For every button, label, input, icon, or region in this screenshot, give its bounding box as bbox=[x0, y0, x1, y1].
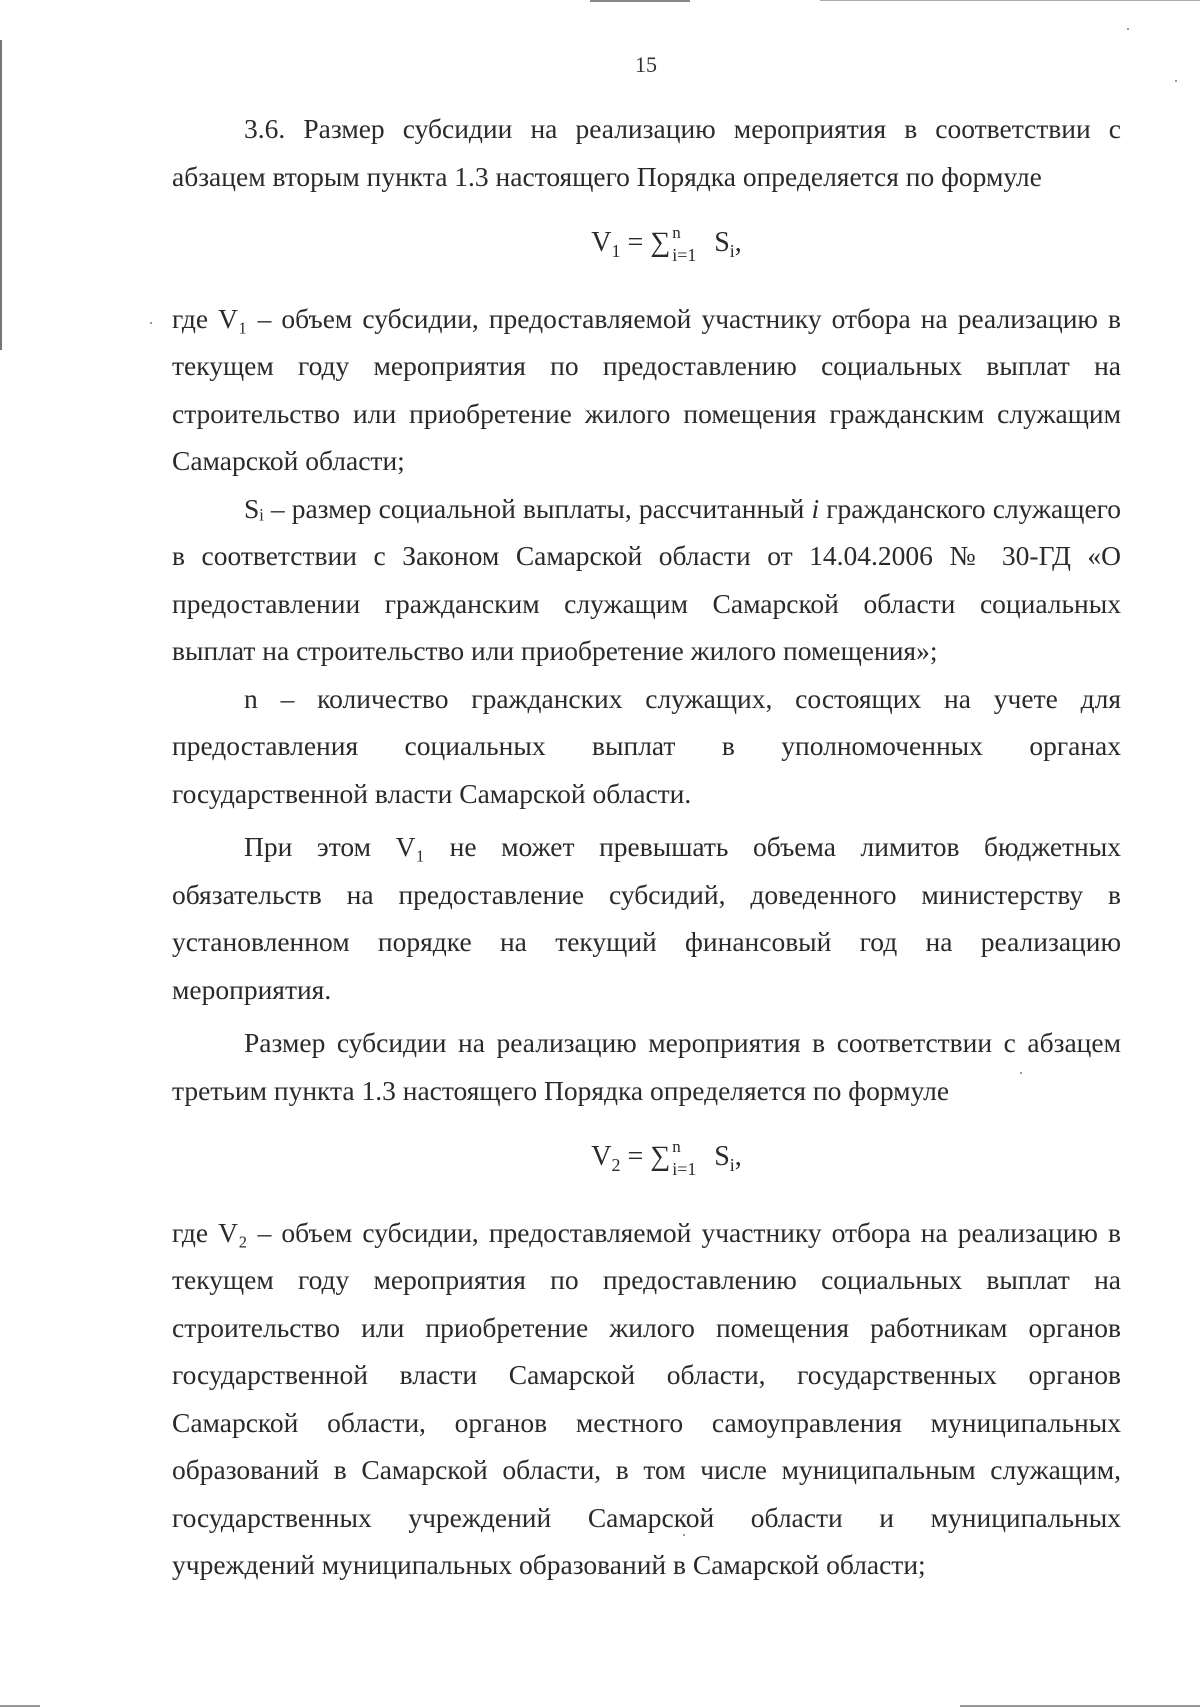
page-number: 15 bbox=[635, 52, 657, 77]
scan-speck bbox=[150, 322, 152, 324]
paragraph-3-6: 3.6. Размер субсидии на реализацию мероприятия в соответствии с абзацем вторым пункта 1.3 настоящего Порядка определяется по формуле bbox=[172, 113, 1121, 192]
definition-v2: где V₂ – объем субсидии, предоставляемой участнику отбора на реализацию в текущем году мероприятия по предоставлению социальных выплат на строительство или приобретение жилого помещения работникам органов государственной власти Самарской области, государственных органов Самарской области, органов местного самоуправления муниципальных образований в Самарской области, в том числе муниципальным служащим, государственных учреждений Самарской области и муниципальных учреждений муниципальных образований в Самарской области; bbox=[172, 1216, 1121, 1580]
scan-top-mark bbox=[590, 0, 690, 2]
document-body bbox=[172, 105, 1121, 1589]
scan-speck bbox=[1175, 80, 1177, 82]
definition-v1: где V₁ – объем субсидии, предоставляемой участнику отбора на реализацию в текущем году мероприятия по предоставлению социальных выплат на строительство или приобретение жилого помещения гражданским служащим Самарской области; bbox=[172, 302, 1121, 476]
scan-top-mark bbox=[820, 0, 1200, 1]
scan-edge-mark bbox=[0, 40, 2, 350]
definition-n: n – количество гражданских служащих, состоящих на учете для предоставления социальных выплат в уполномоченных органах государственной власти Самарской области. bbox=[172, 682, 1121, 809]
formula-v1: $V_1$ = ∑ n i=1 $S_i$, bbox=[591, 223, 742, 265]
limit-paragraph: При этом V₁ не может превышать объема лимитов бюджетных обязательств на предоставление субсидий, доведенного министерству в установленном порядке на текущий финансовый год на реализацию мероприятия. bbox=[172, 831, 1121, 1005]
paragraph-formula-2-intro: Размер субсидии на реализацию мероприятия в соответствии с абзацем третьим пункта 1.3 настоящего Порядка определяется по формуле bbox=[172, 1027, 1121, 1106]
definition-si: Sᵢ – размер социальной выплаты, рассчитанный i гражданского служащего в соответствии с Законом Самарской области от 14.04.2006 № 30-ГД «О предоставлении гражданским служащим Самарской области социальных выплат на строительство или приобретение жилого помещения»; bbox=[172, 492, 1121, 666]
formula-v2: $V_2$ = ∑ n i=1 $S_i$, bbox=[591, 1137, 742, 1179]
scan-speck bbox=[1127, 28, 1129, 30]
